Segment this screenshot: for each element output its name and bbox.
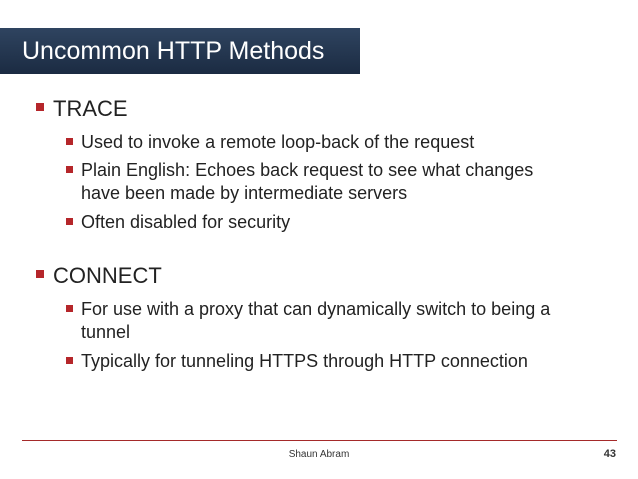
sub-bullet [66, 159, 556, 205]
sub-bullet [66, 298, 576, 344]
footer-divider [22, 440, 617, 441]
square-bullet-icon [36, 103, 44, 111]
square-bullet-icon [66, 166, 73, 173]
footer-author: Shaun Abram [288, 449, 350, 460]
bullet-connect [36, 263, 162, 289]
page-number: 43 [603, 448, 616, 460]
sub-bullet-text: Often disabled for security [81, 212, 291, 232]
square-bullet-icon [66, 357, 73, 364]
square-bullet-icon [36, 270, 44, 278]
slide-title: Uncommon HTTP Methods [22, 37, 325, 65]
bullet-trace-label: TRACE [53, 96, 128, 121]
sub-bullet-text: Typically for tunneling HTTPS through HTTP connection [81, 351, 528, 371]
sub-bullet-text: Used to invoke a remote loop-back of the request [81, 132, 475, 152]
sub-bullet [66, 131, 586, 154]
sub-bullet-text: For use with a proxy that can dynamically switch to being a tunnel [81, 299, 551, 342]
square-bullet-icon [66, 305, 73, 312]
square-bullet-icon [66, 218, 73, 225]
sub-bullet [66, 350, 536, 373]
sub-bullet [66, 211, 586, 234]
square-bullet-icon [66, 138, 73, 145]
bullet-trace [36, 96, 128, 122]
sub-bullet-text: Plain English: Echoes back request to see what changes have been made by intermediate servers [81, 160, 534, 203]
bullet-connect-label: CONNECT [53, 263, 162, 288]
